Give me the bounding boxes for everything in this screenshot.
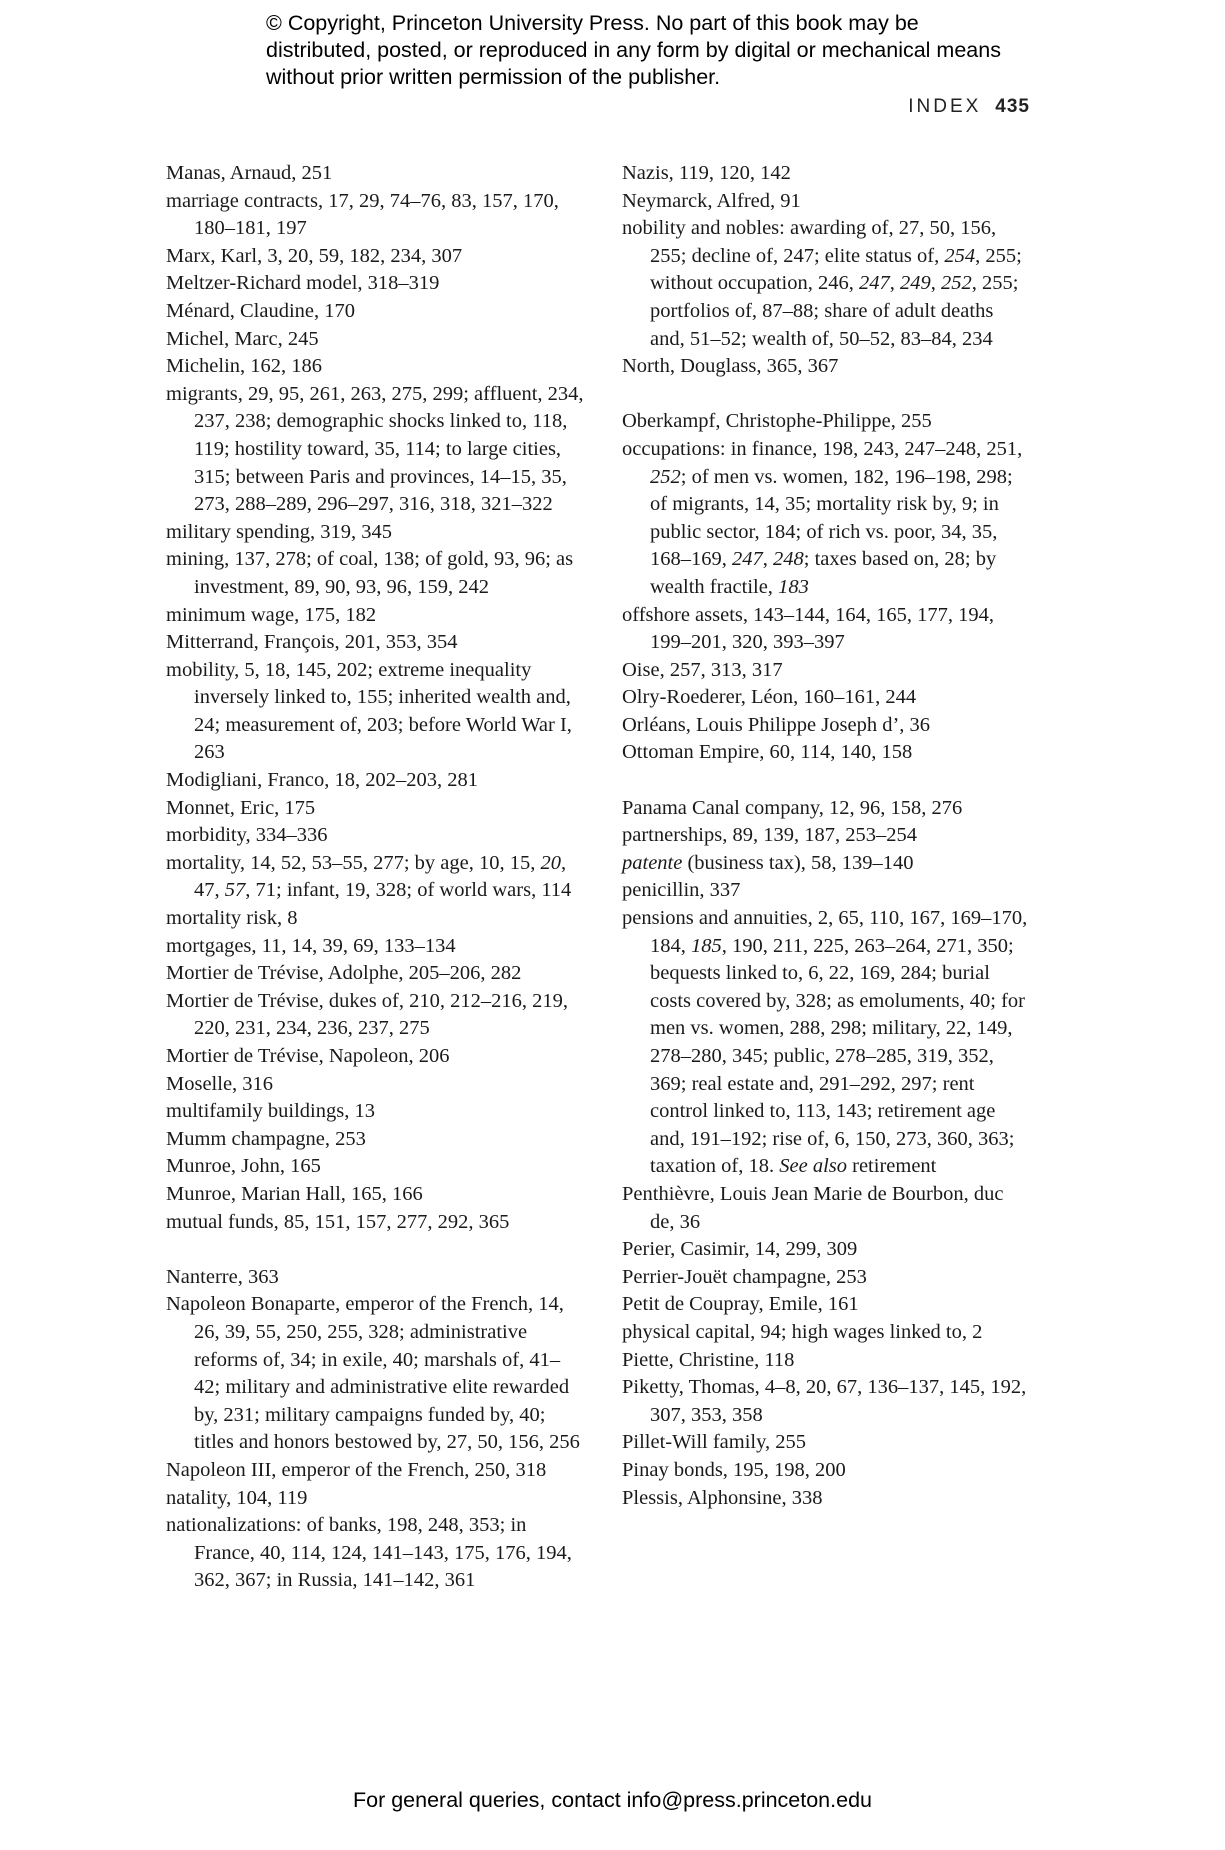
index-entry-text: mutual funds, 85, 151, 157, 277, 292, 365 (166, 1210, 510, 1233)
index-entry (166, 160, 586, 188)
letter-section-gap (166, 1236, 586, 1264)
index-entry (622, 1347, 1032, 1375)
index-entry-text: , (930, 272, 941, 295)
index-entry-italic: 254 (944, 244, 976, 267)
index-entry-text: , 47, (194, 851, 567, 902)
footer-contact: For general queries, contact info@press.princeton.edu (352, 1788, 872, 1812)
index-entry (166, 1512, 586, 1595)
index-entry (622, 160, 1032, 188)
index-entry-italic: 20 (540, 851, 561, 874)
index-entry (166, 1098, 586, 1126)
copyright-notice: © Copyright, Princeton University Press. No part of this book may be distributed, posted, or reproduced in any form by digital or mechanical means without prior written permission of the publisher. (266, 11, 1001, 89)
index-entry (622, 436, 1032, 602)
index-entry-italic: 252 (650, 465, 681, 488)
index-entry-text: , (889, 272, 900, 295)
index-entry-text: military spending, 319, 345 (166, 520, 393, 543)
index-entry (166, 1485, 586, 1513)
index-entry-text: Panama Canal company, 12, 96, 158, 276 (622, 796, 963, 819)
index-entry-text: Michelin, 162, 186 (166, 355, 323, 378)
index-entry (622, 657, 1032, 685)
index-entry (166, 326, 586, 354)
index-entry-text: ; of men vs. women, 182, 196–198, 298; of migrants, 14, 35; mortality risk by, 9; in public sector, 184; of rich vs. poor, 34, 35, 168–169, (650, 465, 1013, 571)
index-entry-text: physical capital, 94; high wages linked to, 2 (622, 1320, 983, 1343)
index-entry-text: North, Douglass, 365, 367 (622, 355, 839, 378)
index-entry (166, 988, 586, 1043)
index-entry (622, 1291, 1032, 1319)
index-entry (622, 1181, 1032, 1236)
index-entry-text: Moselle, 316 (166, 1072, 274, 1095)
index-entry (166, 519, 586, 547)
index-entry-text: Plessis, Alphonsine, 338 (622, 1486, 823, 1509)
index-entry-text: Ottoman Empire, 60, 114, 140, 158 (622, 741, 913, 764)
index-entry (622, 1374, 1032, 1429)
index-entry-text: mortality, 14, 52, 53–55, 277; by age, 10, 15, (166, 851, 541, 874)
index-entry (166, 381, 586, 519)
index-entry (622, 1319, 1032, 1347)
index-entry-text: Mortier de Trévise, dukes of, 210, 212–216, 219, 220, 231, 234, 236, 237, 275 (166, 989, 569, 1040)
index-entry (622, 684, 1032, 712)
index-entry (166, 270, 586, 298)
index-entry-italic: 247 (732, 548, 763, 571)
index-entry-text: (business tax), 58, 139–140 (682, 851, 914, 874)
index-entry (622, 905, 1032, 1181)
index-entry-text: , 255; without occupation, 246, (650, 244, 1022, 295)
index-entry (166, 243, 586, 271)
index-entry-text: Marx, Karl, 3, 20, 59, 182, 234, 307 (166, 244, 463, 267)
index-entry-text: Pillet-Will family, 255 (622, 1431, 807, 1454)
index-entry-text: Petit de Coupray, Emile, 161 (622, 1293, 859, 1316)
index-entry-text: retirement (847, 1155, 937, 1178)
index-entry-italic: 249 (899, 272, 931, 295)
index-entry-text: Nanterre, 363 (166, 1265, 279, 1288)
index-entry-italic: patente (622, 851, 683, 874)
index-entry-text: Mitterrand, François, 201, 353, 354 (166, 631, 458, 654)
index-entry (622, 602, 1032, 657)
index-entry-text: offshore assets, 143–144, 164, 165, 177, 194, 199–201, 320, 393–397 (622, 603, 995, 654)
index-entry (166, 629, 586, 657)
index-entry (166, 933, 586, 961)
index-entry-text: Meltzer-Richard model, 318–319 (166, 272, 440, 295)
index-entry-text: Mumm champagne, 253 (166, 1127, 366, 1150)
index-entry (166, 822, 586, 850)
index-entry (166, 1043, 586, 1071)
index-entry (166, 1181, 586, 1209)
index-entry (622, 1485, 1032, 1513)
index-entry-text: ; taxes based on, 28; by wealth fractile, (650, 548, 997, 598)
index-entry-text: Munroe, John, 165 (166, 1155, 321, 1178)
index-entry-italic: 185 (691, 934, 722, 957)
running-head-title: INDEX (908, 96, 982, 117)
index-entry (166, 795, 586, 823)
index-entry (166, 1126, 586, 1154)
index-entry-italic: 57 (224, 879, 246, 902)
index-entry-text: marriage contracts, 17, 29, 74–76, 83, 157, 170, 180–181, 197 (166, 189, 559, 240)
index-entry (166, 353, 586, 381)
index-entry (166, 1071, 586, 1099)
index-entry (166, 1291, 586, 1457)
index-entry (622, 712, 1032, 740)
index-entry (622, 1457, 1032, 1485)
index-column-left (166, 160, 586, 1595)
index-entry-text: nationalizations: of banks, 198, 248, 353; in France, 40, 114, 124, 141–143, 175, 176, 194, 362, 367; in Russia, 141–142, 361 (166, 1514, 572, 1592)
index-entry-italic: 248 (773, 548, 804, 571)
index-entry (622, 739, 1032, 767)
index-entry (622, 188, 1032, 216)
index-entry (166, 298, 586, 326)
index-entry (622, 822, 1032, 850)
index-entry-text: Olry-Roederer, Léon, 160–161, 244 (622, 686, 917, 709)
index-entry-text: penicillin, 337 (622, 879, 741, 902)
index-entry (622, 795, 1032, 823)
index-entry (622, 408, 1032, 436)
index-entry (166, 960, 586, 988)
index-entry-text: mobility, 5, 18, 145, 202; extreme inequality inversely linked to, 155; inherited wealth and, 24; measurement of, 203; before World War I, 263 (166, 658, 572, 764)
index-entry-text: , 255; portfolios of, 87–88; share of adult deaths and, 51–52; wealth of, 50–52, 83–84, 234 (650, 272, 1019, 350)
index-entry-text: Napoleon III, emperor of the French, 250, 318 (166, 1458, 547, 1481)
index-entry-text: Munroe, Marian Hall, 165, 166 (166, 1182, 423, 1205)
letter-section-gap (622, 381, 1032, 409)
index-entry-text: Ménard, Claudine, 170 (166, 299, 356, 322)
index-entry (622, 1236, 1032, 1264)
index-entry-text: Penthièvre, Louis Jean Marie de Bourbon, duc de, 36 (622, 1182, 1004, 1233)
index-entry-text: morbidity, 334–336 (166, 824, 328, 847)
index-entry-text: , (762, 548, 773, 571)
index-entry-text: pensions and annuities, 2, 65, 110, 167, 169–170, 184, (622, 907, 1028, 957)
index-entry-text: Manas, Arnaud, 251 (166, 162, 333, 184)
index-entry-text: Perier, Casimir, 14, 299, 309 (622, 1238, 858, 1261)
index-entry (166, 1457, 586, 1485)
index-entry-text: natality, 104, 119 (166, 1486, 308, 1509)
index-entry-text: Mortier de Trévise, Adolphe, 205–206, 282 (166, 962, 522, 985)
index-entry-text: Neymarck, Alfred, 91 (622, 189, 801, 212)
index-entry-italic: See also (779, 1155, 847, 1178)
index-entry-text: Perrier-Jouët champagne, 253 (622, 1265, 867, 1288)
index-entry-text: Monnet, Eric, 175 (166, 796, 316, 819)
index-entry (166, 1209, 586, 1237)
index-entry-text: Oise, 257, 313, 317 (622, 658, 783, 681)
index-entry (622, 877, 1032, 905)
index-entry-italic: 247 (858, 272, 890, 295)
index-entry-text: Nazis, 119, 120, 142 (622, 162, 791, 184)
index-entry-text: Modigliani, Franco, 18, 202–203, 281 (166, 769, 479, 792)
index-entry-text: Orléans, Louis Philippe Joseph d’, 36 (622, 713, 931, 736)
running-head (908, 96, 1030, 118)
letter-section-gap (622, 767, 1032, 795)
index-entry-text: Mortier de Trévise, Napoleon, 206 (166, 1045, 450, 1067)
index-entry-text: mortgages, 11, 14, 39, 69, 133–134 (166, 934, 456, 957)
index-entry (166, 905, 586, 933)
index-entry-text: occupations: in finance, 198, 243, 247–248, 251, (622, 437, 1023, 460)
index-entry-italic: 183 (778, 575, 809, 598)
index-entry (622, 1429, 1032, 1457)
index-entry (622, 850, 1032, 878)
index-entry (166, 602, 586, 630)
index-column-right (622, 160, 1032, 1512)
index-entry-text: Piette, Christine, 118 (622, 1348, 795, 1371)
index-entry (622, 353, 1032, 381)
index-entry-text: Oberkampf, Christophe-Philippe, 255 (622, 410, 932, 433)
index-entry (166, 657, 586, 767)
index-entry-text: nobility and nobles: awarding of, 27, 50, 156, 255; decline of, 247; elite status of, (622, 217, 997, 267)
index-entry-italic: 252 (940, 272, 972, 295)
index-entry-text: migrants, 29, 95, 261, 263, 275, 299; affluent, 234, 237, 238; demographic shocks linked to, 118, 119; hostility toward, 35, 114; to large cities, 315; between Paris and provinces, 14–15, 35, 273, 288–289, 296–297, 316, 318, 321–322 (166, 382, 584, 516)
index-entry (166, 1264, 586, 1292)
index-entry-text: mining, 137, 278; of coal, 138; of gold, 93, 96; as investment, 89, 90, 93, 96, 159, 242 (166, 548, 574, 598)
index-entry-text: Michel, Marc, 245 (166, 327, 319, 350)
index-entry-text: Pinay bonds, 195, 198, 200 (622, 1458, 846, 1481)
index-entry-text: mortality risk, 8 (166, 907, 298, 930)
index-entry (166, 1153, 586, 1181)
index-entry (166, 188, 586, 243)
index-entry-text: partnerships, 89, 139, 187, 253–254 (622, 824, 917, 847)
index-entry (166, 850, 586, 905)
index-entry-text: multifamily buildings, 13 (166, 1100, 375, 1123)
index-entry-text: , 71; infant, 19, 328; of world wars, 114 (245, 879, 572, 902)
page-number: 435 (995, 96, 1030, 117)
index-entry-text: minimum wage, 175, 182 (166, 603, 377, 626)
index-entry-text: , 190, 211, 225, 263–264, 271, 350; bequests linked to, 6, 22, 169, 284; burial costs covered by, 328; as emoluments, 40; for men vs. women, 288, 298; military, 22, 149, 278–280, 345; public, 278–285, 319, 352, 369; real estate and, 291–292, 297; rent control linked to, 113, 143; retirement age and, 191–192; rise of, 6, 150, 273, 360, 363; taxation of, 18. (650, 934, 1025, 1178)
index-entry (622, 215, 1032, 353)
index-entry (166, 546, 586, 601)
index-entry-text: Piketty, Thomas, 4–8, 20, 67, 136–137, 145, 192, 307, 353, 358 (622, 1376, 1027, 1426)
index-entry (622, 1264, 1032, 1292)
index-entry-text: Napoleon Bonaparte, emperor of the French, 14, 26, 39, 55, 250, 255, 328; administrative reforms of, 34; in exile, 40; marshals of, 41–42; military and administrative elite rewarded by, 231; military campaigns funded by, 40; titles and honors bestowed by, 27, 50, 156, 256 (166, 1293, 580, 1454)
index-entry (166, 767, 586, 795)
